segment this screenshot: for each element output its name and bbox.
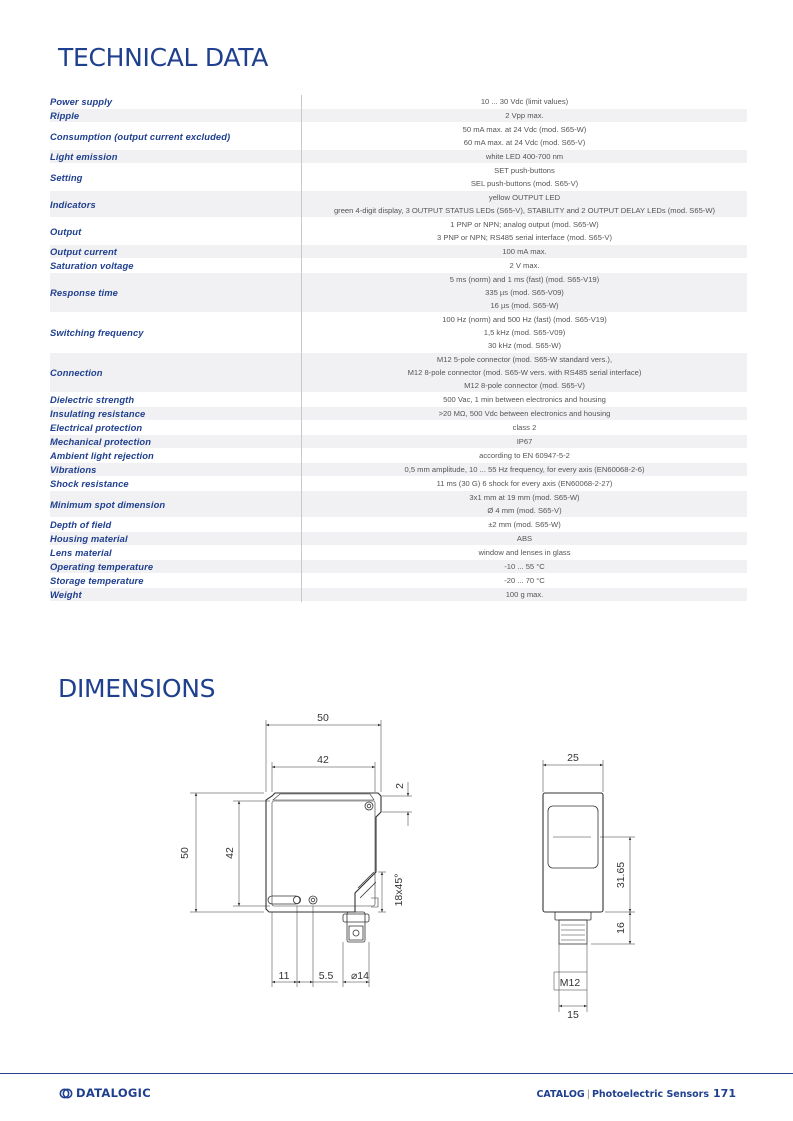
spec-label: Housing material xyxy=(50,532,302,546)
spec-value xyxy=(302,191,748,218)
spec-value-line: 60 mA max. at 24 Vdc (mod. S65-V) xyxy=(463,138,586,147)
spec-value xyxy=(302,546,748,560)
spec-value-line: 5 ms (norm) and 1 ms (fast) (mod. S65-V19) xyxy=(449,275,600,284)
spec-value-line: 0,5 mm amplitude, 10 ... 55 Hz frequency, for every axis (EN60068-2-6) xyxy=(404,465,645,474)
spec-value xyxy=(302,218,748,245)
spec-value xyxy=(302,518,748,532)
spec-value-line: yellow OUTPUT LED xyxy=(488,193,561,202)
spec-label: Dielectric strength xyxy=(50,393,302,407)
logo-text: DATALOGIC xyxy=(76,1086,151,1100)
technical-data-table xyxy=(50,95,747,602)
spec-row xyxy=(50,95,747,109)
front-view xyxy=(266,793,381,942)
dimensions-title: DIMENSIONS xyxy=(58,674,216,703)
datalogic-logo-icon xyxy=(59,1088,73,1099)
footer-rule xyxy=(0,1073,793,1074)
spec-value-line: 100 g max. xyxy=(505,590,544,599)
spec-row xyxy=(50,532,747,546)
spec-label: Connection xyxy=(50,353,302,393)
spec-value xyxy=(302,560,748,574)
spec-value-line: green 4-digit display, 3 OUTPUT STATUS LEDs (S65-V), STABILITY and 2 OUTPUT DELAY LEDs (mod. S65-W) xyxy=(333,206,716,215)
spec-value-line: 100 Hz (norm) and 500 Hz (fast) (mod. S65-V19) xyxy=(442,315,607,324)
dim-thread: M12 xyxy=(559,977,581,989)
spec-value-line: 1,5 kHz (mod. S65-V09) xyxy=(483,328,566,337)
spec-value-line: ABS xyxy=(516,534,533,543)
spec-row xyxy=(50,477,747,491)
footer-catalog xyxy=(536,1087,736,1100)
spec-row xyxy=(50,191,747,218)
spec-value-line: ±2 mm (mod. S65-W) xyxy=(488,520,561,529)
dim-chamfer: 18x45° xyxy=(393,873,405,907)
spec-value xyxy=(302,463,748,477)
spec-row xyxy=(50,574,747,588)
spec-value xyxy=(302,259,748,273)
dim-side-height: 31.65 xyxy=(615,861,627,889)
spec-value-line: M12 5-pole connector (mod. S65-W standard vers.), xyxy=(436,355,613,364)
dim-height-inner: 42 xyxy=(224,847,236,859)
spec-label: Light emission xyxy=(50,150,302,164)
spec-label: Weight xyxy=(50,588,302,602)
spec-value-line: 2 Vpp max. xyxy=(505,111,544,120)
spec-value xyxy=(302,588,748,602)
spec-value-line: SEL push-buttons (mod. S65-V) xyxy=(470,179,579,188)
spec-value-line: >20 MΩ, 500 Vdc between electronics and housing xyxy=(438,409,611,418)
spec-value-line: 50 mA max. at 24 Vdc (mod. S65-W) xyxy=(462,125,587,134)
dim-connector-length: 16 xyxy=(615,922,627,934)
spec-row xyxy=(50,518,747,532)
dim-hole-dia: ⌀14 xyxy=(350,970,370,982)
spec-label: Switching frequency xyxy=(50,313,302,353)
spec-value xyxy=(302,532,748,546)
spec-row xyxy=(50,421,747,435)
catalog-separator: | xyxy=(586,1089,590,1100)
spec-label: Indicators xyxy=(50,191,302,218)
spec-value xyxy=(302,95,748,109)
spec-row xyxy=(50,109,747,123)
datalogic-logo xyxy=(59,1086,151,1100)
spec-label: Setting xyxy=(50,164,302,191)
spec-row xyxy=(50,123,747,150)
spec-row xyxy=(50,353,747,393)
spec-value-line: 11 ms (30 G) 6 shock for every axis (EN60068-2-27) xyxy=(436,479,613,488)
spec-row xyxy=(50,560,747,574)
spec-value-line: 16 µs (mod. S65-W) xyxy=(490,301,559,310)
side-view xyxy=(543,793,603,944)
spec-label: Ambient light rejection xyxy=(50,449,302,463)
spec-value xyxy=(302,574,748,588)
spec-row xyxy=(50,218,747,245)
spec-row xyxy=(50,491,747,518)
spec-row xyxy=(50,449,747,463)
spec-value-line: M12 8-pole connector (mod. S65-W vers. with RS485 serial interface) xyxy=(407,368,642,377)
spec-label: Depth of field xyxy=(50,518,302,532)
spec-value xyxy=(302,123,748,150)
spec-value-line: 2 V max. xyxy=(509,261,540,270)
spec-value xyxy=(302,164,748,191)
spec-label: Vibrations xyxy=(50,463,302,477)
spec-value xyxy=(302,393,748,407)
technical-data-title: TECHNICAL DATA xyxy=(58,43,269,72)
spec-value xyxy=(302,313,748,353)
spec-row xyxy=(50,164,747,191)
spec-value xyxy=(302,491,748,518)
dimensions-drawing xyxy=(150,700,650,1025)
spec-label: Shock resistance xyxy=(50,477,302,491)
spec-label: Lens material xyxy=(50,546,302,560)
spec-row xyxy=(50,245,747,259)
spec-value xyxy=(302,435,748,449)
spec-value-line: IP67 xyxy=(516,437,533,446)
dim-hole-pitch: 5.5 xyxy=(318,970,334,982)
dim-width-inner: 42 xyxy=(317,754,329,766)
dim-connector-width: 15 xyxy=(567,1009,579,1021)
spec-value-line: Ø 4 mm (mod. S65-V) xyxy=(487,506,562,515)
spec-label: Ripple xyxy=(50,109,302,123)
spec-value-line: white LED 400-700 nm xyxy=(485,152,564,161)
spec-row xyxy=(50,259,747,273)
dim-height-total: 50 xyxy=(179,847,191,859)
dim-width-total: 50 xyxy=(317,712,329,724)
spec-label: Electrical protection xyxy=(50,421,302,435)
spec-value-line: 500 Vac, 1 min between electronics and housing xyxy=(443,395,606,404)
spec-row xyxy=(50,313,747,353)
spec-row xyxy=(50,588,747,602)
spec-value-line: according to EN 60947-5-2 xyxy=(479,451,570,460)
spec-value-line: -10 ... 55 °C xyxy=(504,562,545,571)
spec-label: Storage temperature xyxy=(50,574,302,588)
spec-label: Power supply xyxy=(50,95,302,109)
spec-value xyxy=(302,353,748,393)
spec-value xyxy=(302,421,748,435)
spec-value xyxy=(302,477,748,491)
spec-value-line: window and lenses in glass xyxy=(478,548,571,557)
spec-label: Minimum spot dimension xyxy=(50,491,302,518)
spec-label: Mechanical protection xyxy=(50,435,302,449)
spec-value-line: 100 mA max. xyxy=(502,247,547,256)
spec-label: Operating temperature xyxy=(50,560,302,574)
dim-hole-pos: 11 xyxy=(278,970,290,982)
spec-label: Output xyxy=(50,218,302,245)
dim-offset-top: 2 xyxy=(394,783,406,789)
spec-row xyxy=(50,463,747,477)
spec-row xyxy=(50,407,747,421)
spec-value-line: 3x1 mm at 19 mm (mod. S65-W) xyxy=(469,493,580,502)
spec-value-line: 10 ... 30 Vdc (limit values) xyxy=(480,97,569,106)
catalog-label: CATALOG xyxy=(536,1089,585,1100)
spec-label: Output current xyxy=(50,245,302,259)
spec-value-line: 30 kHz (mod. S65-W) xyxy=(487,341,561,350)
spec-value-line: 3 PNP or NPN; RS485 serial interface (mod. S65-V) xyxy=(436,233,612,242)
spec-value xyxy=(302,449,748,463)
spec-row xyxy=(50,393,747,407)
spec-row xyxy=(50,150,747,164)
spec-row xyxy=(50,273,747,313)
spec-value xyxy=(302,150,748,164)
spec-value-line: SET push-buttons xyxy=(494,166,555,175)
spec-value-line: 1 PNP or NPN; analog output (mod. S65-W) xyxy=(450,220,599,229)
spec-row xyxy=(50,546,747,560)
spec-label: Insulating resistance xyxy=(50,407,302,421)
catalog-section: Photoelectric Sensors xyxy=(591,1089,710,1100)
spec-label: Consumption (output current excluded) xyxy=(50,123,302,150)
spec-value-line: 335 µs (mod. S65-V09) xyxy=(485,288,564,297)
spec-value xyxy=(302,245,748,259)
spec-row xyxy=(50,435,747,449)
spec-label: Response time xyxy=(50,273,302,313)
spec-value-line: M12 8-pole connector (mod. S65-V) xyxy=(464,381,585,390)
page-number: 171 xyxy=(713,1087,736,1100)
spec-value xyxy=(302,407,748,421)
spec-value-line: -20 ... 70 °C xyxy=(504,576,545,585)
dim-side-width: 25 xyxy=(567,752,579,764)
spec-label: Saturation voltage xyxy=(50,259,302,273)
spec-value xyxy=(302,109,748,123)
spec-value-line: class 2 xyxy=(512,423,537,432)
spec-value xyxy=(302,273,748,313)
